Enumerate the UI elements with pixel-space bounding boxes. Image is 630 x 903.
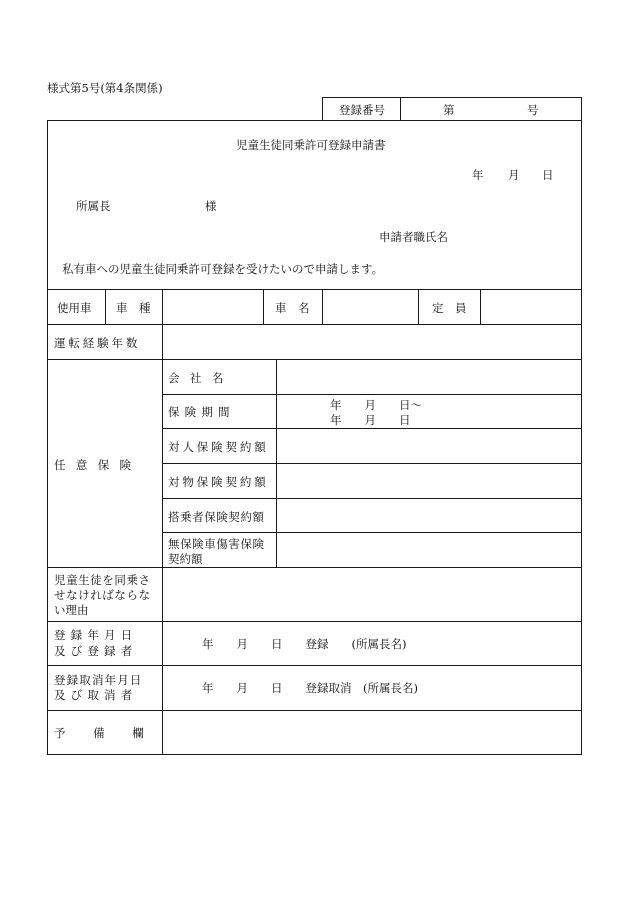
reg-date-value: 年 月 日 登録 (所属長名) [202, 637, 407, 651]
reg-no-prefix: 第 [443, 103, 455, 117]
vehicle-type-label: 車 種 [116, 301, 151, 315]
reason-label-1: 児童生徒を同乗さ [54, 573, 151, 587]
regno-divider [400, 97, 401, 120]
reason-label-3: い理由 [54, 603, 89, 617]
col-line [322, 289, 323, 324]
form-number: 様式第5号(第4条関係) [47, 81, 163, 95]
row-line [47, 710, 582, 711]
row-line [162, 532, 582, 533]
col-line [276, 359, 277, 567]
insurance-company-label: 会社名 [168, 371, 234, 385]
regno-left-border [322, 97, 323, 120]
vehicle-name-label: 車 名 [275, 301, 310, 315]
reg-no-suffix: 号 [527, 103, 539, 117]
addressee: 所属長 [76, 199, 111, 213]
insurance-label: 任意保険 [54, 458, 142, 472]
remarks-label: 予備欄 [54, 726, 172, 740]
col-line [418, 289, 419, 324]
frame-bottom [47, 754, 582, 755]
insurance-period-to: 年 月 日 [330, 413, 411, 427]
row-line [47, 621, 582, 622]
property-insurance-label: 対物保険契約額 [168, 475, 269, 489]
statement: 私有車への児童生徒同乗許可登録を受けたいので申請します。 [62, 262, 384, 276]
passenger-insurance-label: 搭乗者保険契約額 [168, 510, 265, 524]
reg-date-label-1: 登録年月日 [54, 628, 138, 642]
vehicle-use-label: 使用車 [57, 301, 92, 315]
frame-top [47, 120, 582, 121]
cancel-date-label-2: 及び取消者 [54, 688, 138, 702]
form-title: 児童生徒同乗許可登録申請書 [236, 138, 386, 152]
capacity-label: 定 員 [432, 301, 467, 315]
row-line [162, 428, 582, 429]
addressee-honorific: 様 [205, 199, 217, 213]
row-line [47, 359, 582, 360]
cancel-date-value: 年 月 日 登録取消 (所属長名) [202, 681, 418, 695]
row-line [162, 463, 582, 464]
row-line [47, 324, 582, 325]
insurance-period-from: 年 月 日～ [330, 398, 422, 412]
reg-no-label: 登録番号 [339, 103, 385, 117]
row-line [162, 498, 582, 499]
applicant-label: 申請者職氏名 [379, 230, 448, 244]
reg-date-label-2: 及び登録者 [54, 644, 138, 658]
row-line [47, 289, 582, 290]
date-month: 月 [508, 168, 520, 182]
row-line [162, 394, 582, 395]
date-year: 年 [472, 168, 484, 182]
col-line [480, 289, 481, 324]
reason-label-2: せなければならな [54, 588, 151, 602]
col-line [263, 289, 264, 324]
col-line [162, 289, 163, 755]
cancel-date-label-1: 登録取消年月日 [54, 673, 143, 687]
row-line [47, 567, 582, 568]
uninsured-insurance-label-1: 無保険車傷害保険 [168, 537, 265, 551]
date-day: 日 [542, 168, 554, 182]
frame-right [581, 97, 582, 755]
insurance-period-label: 保険期間 [168, 405, 235, 419]
regno-top-border [322, 97, 581, 98]
driving-years-label: 運転経験年数 [54, 336, 141, 350]
row-line [47, 665, 582, 666]
uninsured-insurance-label-2: 契約額 [168, 552, 203, 566]
bodily-insurance-label: 対人保険契約額 [168, 440, 269, 454]
col-line [105, 289, 106, 324]
frame-left [47, 120, 48, 755]
